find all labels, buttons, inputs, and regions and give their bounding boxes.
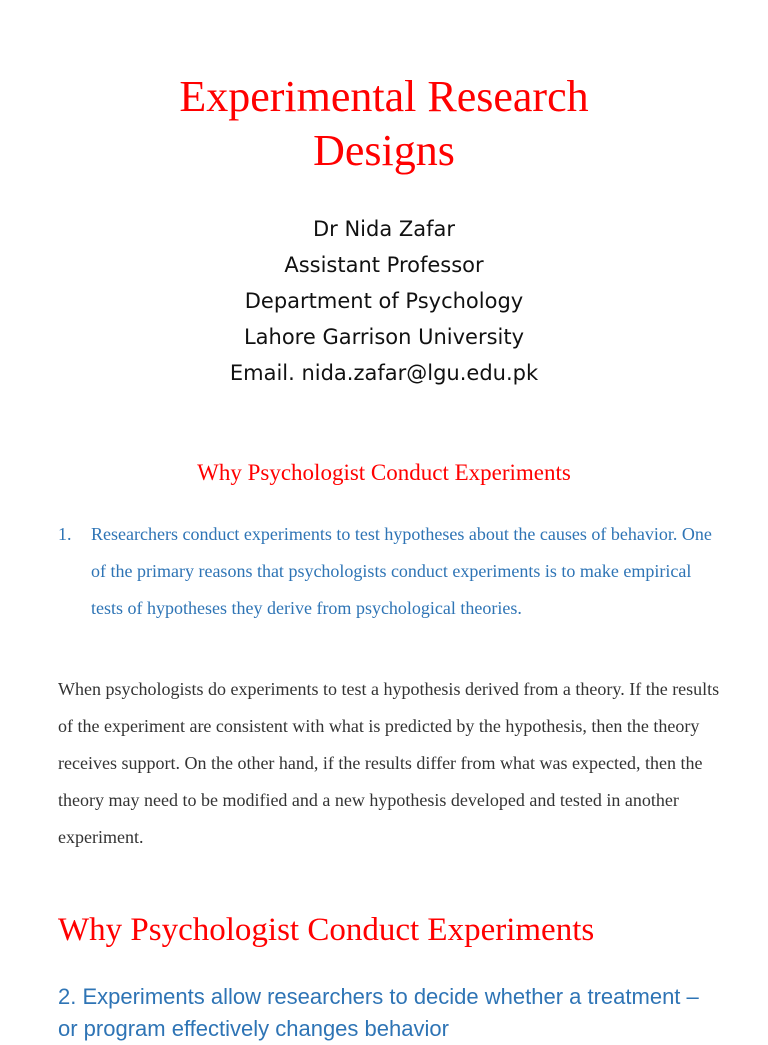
item-number: 1.	[58, 524, 72, 544]
document-title	[0, 70, 768, 178]
item-text: Researchers conduct experiments to test hypotheses about the causes of behavior. One of the primary reasons that psychologists conduct experiments is to make empirical tests of hypotheses they derive from psychological theories.	[91, 524, 712, 618]
author-position: Assistant Professor	[284, 253, 484, 277]
author-university: Lahore Garrison University	[243, 325, 525, 349]
author-email: Email. nida.zafar@lgu.edu.pk	[229, 361, 539, 385]
body-paragraph: When psychologists do experiments to test a hypothesis derived from a theory. If the results of the experiment are consistent with what is predicted by the hypothesis, then the theory receives support. On the other hand, if the results differ from what was expected, then the theory may need to be modified and a new hypothesis developed and tested in another experiment.	[58, 679, 720, 847]
point-2-text: 2. Experiments allow researchers to decide whether a treatment – or program effectively changes behavior	[58, 984, 699, 1041]
section-2-heading: Why Psychologist Conduct Experiments	[58, 912, 595, 948]
section-1-heading: Why Psychologist Conduct Experiments	[197, 460, 571, 485]
author-info	[0, 211, 768, 391]
numbered-item-1	[58, 516, 718, 627]
author-department: Department of Psychology	[244, 289, 524, 313]
title-line-1: Experimental Research	[179, 72, 589, 121]
title-line-2: Designs	[313, 126, 455, 175]
author-name: Dr Nida Zafar	[312, 217, 456, 241]
